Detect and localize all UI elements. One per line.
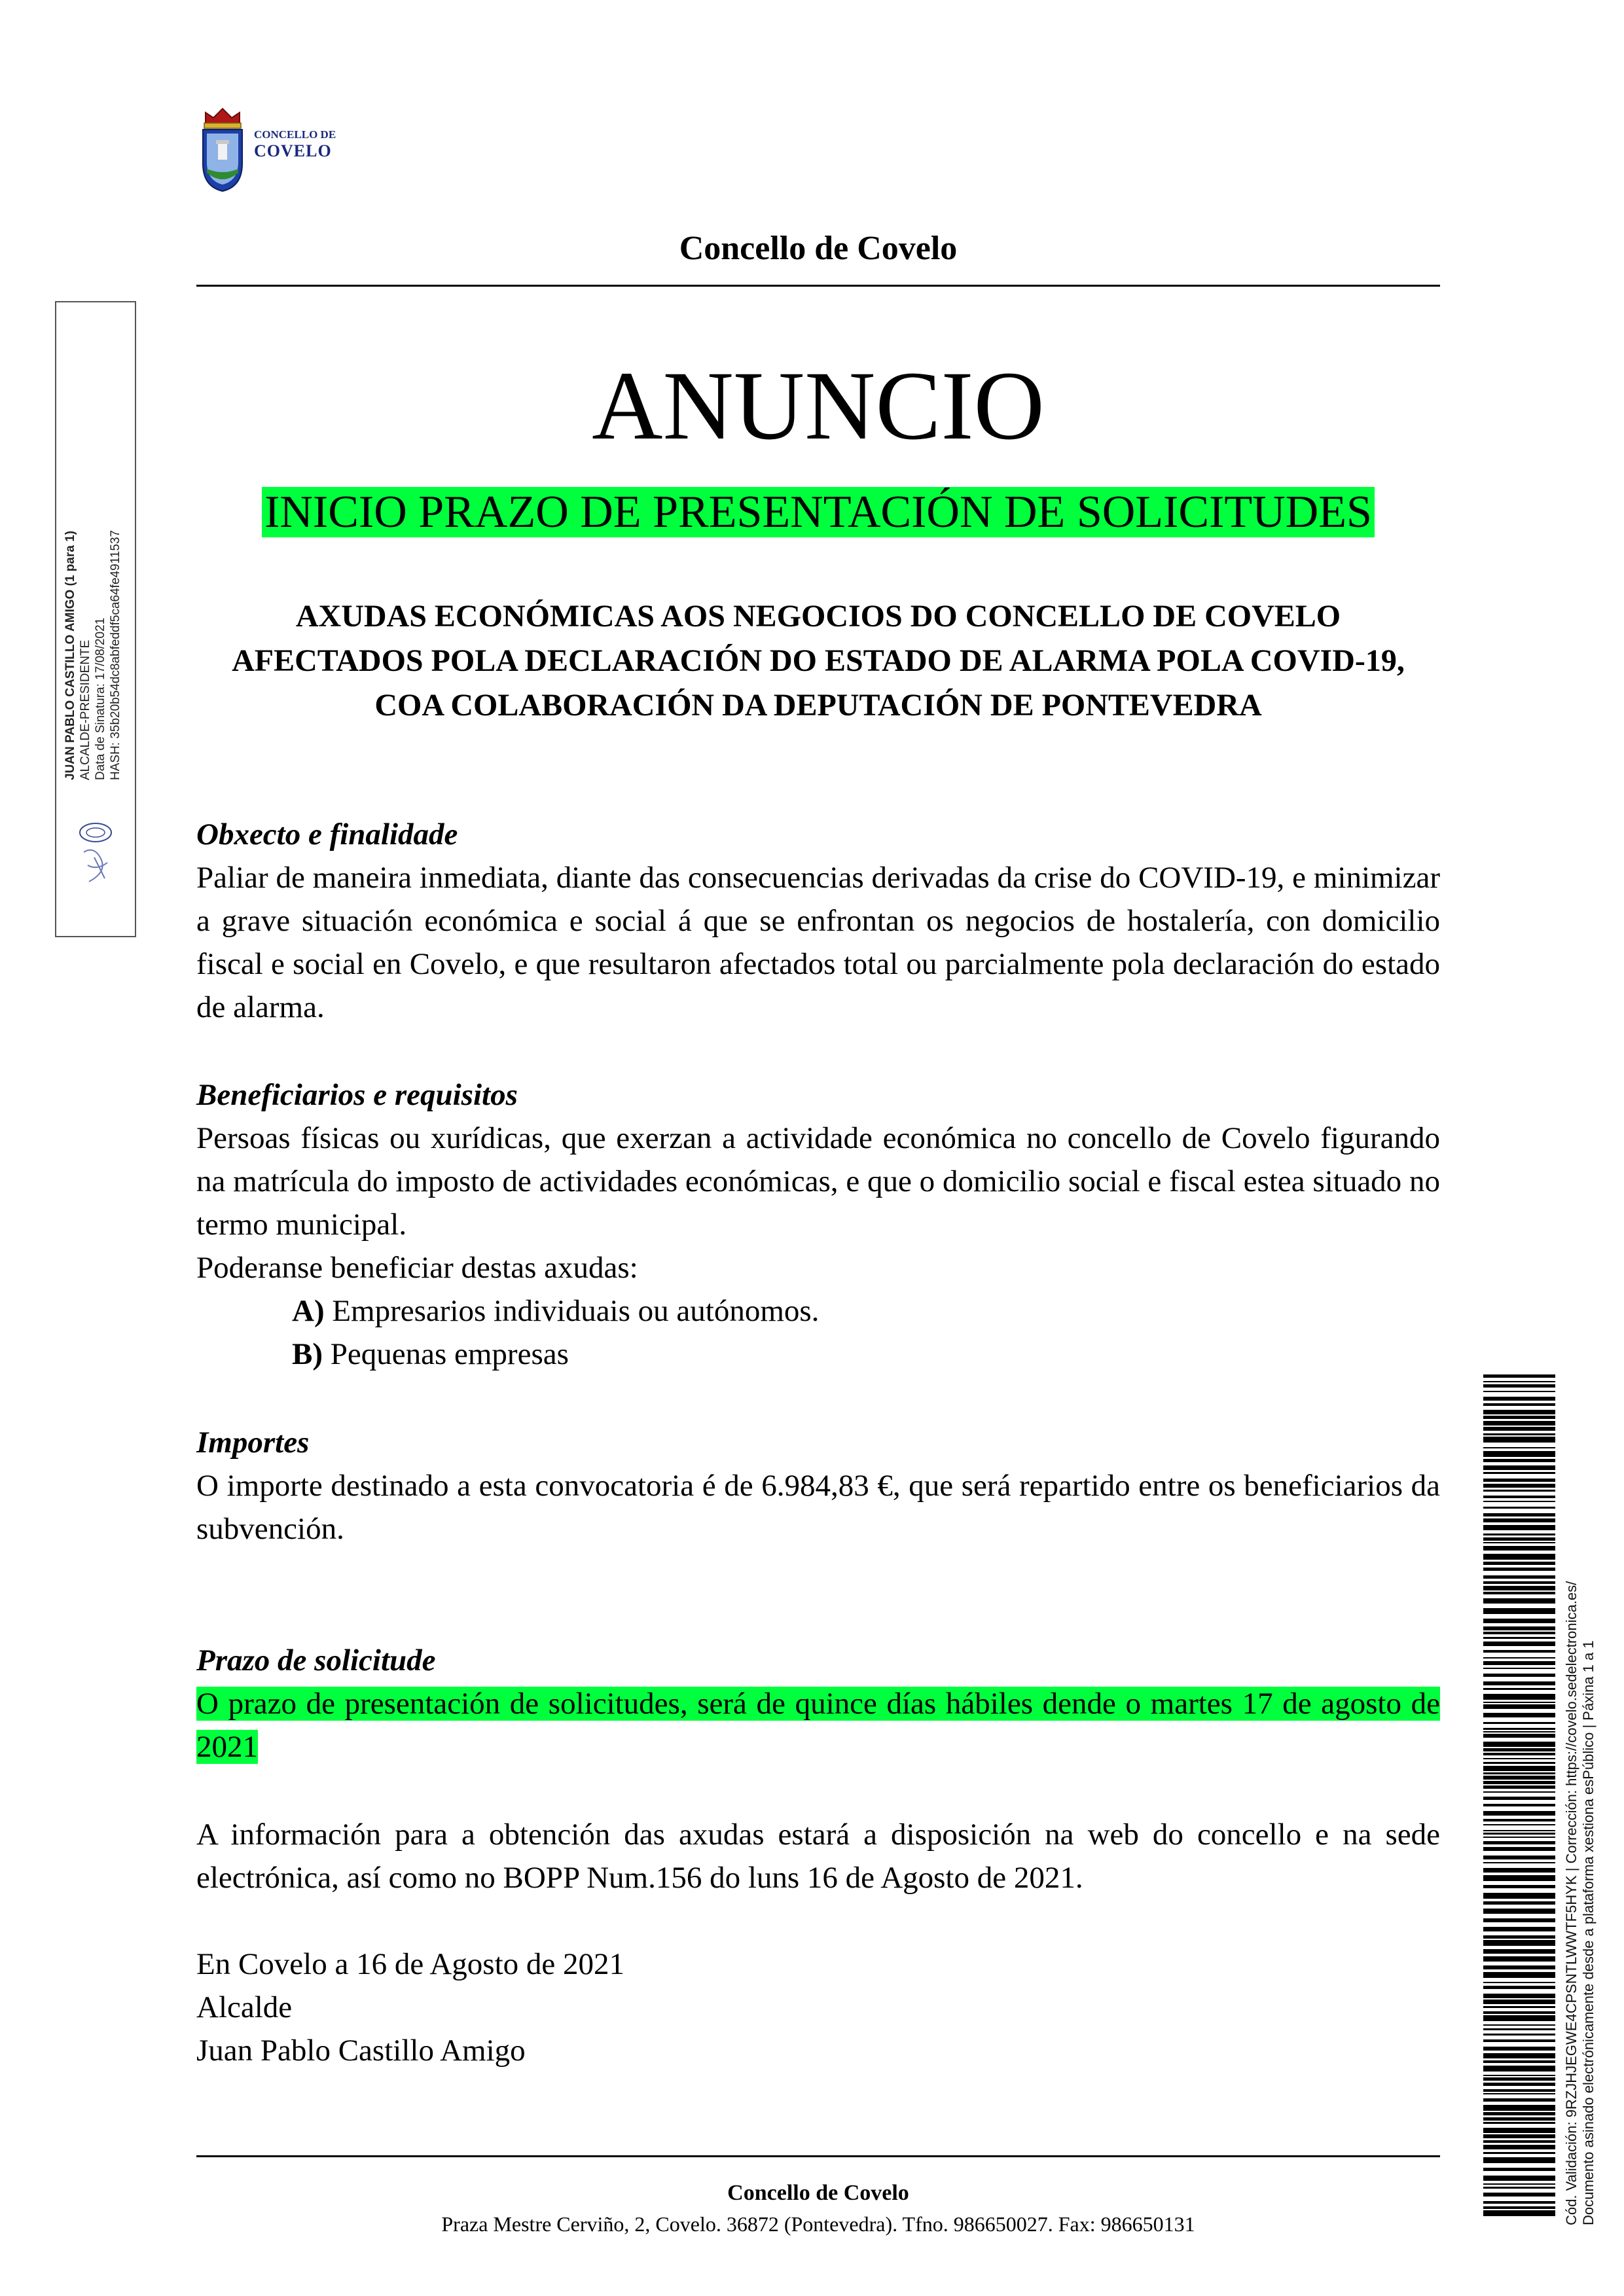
barcode-bar [1483, 1518, 1555, 1522]
barcode-bar [1483, 1472, 1555, 1474]
section-text: Paliar de maneira inmediata, diante das consecuencias derivadas da crise do COVID-19, e minimizar a grave situación económica e social á que se enfrontan os negocios de hostalería, con domicilio fiscal e social en Covelo, e que resultaron afectados total ou parcialmente pola declaración do estado de alarma. [196, 861, 1440, 1024]
barcode-bar [1483, 1734, 1555, 1738]
aid-heading-line: COA COLABORACIÓN DA DEPUTACIÓN DE PONTEVEDRA [374, 688, 1262, 723]
coat-of-arms-icon [196, 105, 249, 196]
deadline-highlight: O prazo de presentación de solicitudes, será de quince días hábiles dende o martes 17 de agosto de 2021 [196, 1687, 1440, 1764]
e-signature-signer: JUAN PABLO CASTILLO AMIGO (1 para 1) [63, 530, 77, 780]
barcode-bar [1483, 2201, 1555, 2204]
barcode-bar [1483, 2000, 1555, 2004]
barcode-bar [1483, 2098, 1555, 2102]
barcode-bar [1483, 1776, 1555, 1780]
section-text: Persoas físicas ou xurídicas, que exerzan a actividade económica no concello de Covelo figurando na matrícula do imposto de actividades económicas, e que o domicilio social e fiscal estea situado no termo municipal. [196, 1121, 1440, 1242]
barcode-bar [1483, 1762, 1555, 1764]
barcode-bar [1483, 1856, 1555, 1859]
barcode-bar [1483, 1381, 1555, 1382]
barcode-bar [1483, 1641, 1555, 1646]
barcode-bar [1483, 1513, 1555, 1516]
barcode-bar [1483, 2122, 1555, 2124]
barcode-bar [1483, 1490, 1555, 1492]
barcode-bar [1483, 2047, 1555, 2051]
barcode-bar [1483, 1608, 1555, 1614]
barcode-bar [1483, 1619, 1555, 1623]
barcode-bar [1483, 1384, 1555, 1388]
barcode-bar [1483, 1657, 1555, 1659]
barcode-bar [1483, 1479, 1555, 1482]
signature-block [196, 1943, 1440, 2072]
barcode-bar [1483, 1626, 1555, 1630]
barcode-bar [1483, 1982, 1555, 1983]
barcode-bar [1483, 1972, 1555, 1978]
barcode-bar [1483, 1748, 1555, 1751]
aid-heading [196, 594, 1440, 728]
barcode-bar [1483, 1568, 1555, 1571]
e-signature-hash: HASH: 35b20b54dc8abfeddf5ca64fe4911537 [109, 529, 122, 780]
barcode-bar [1483, 2060, 1555, 2063]
barcode-bar [1483, 1650, 1555, 1653]
barcode-bar [1483, 2134, 1555, 2138]
barcode-bar [1483, 1437, 1555, 1443]
barcode-bar [1483, 1901, 1555, 1905]
barcode-bar [1483, 1885, 1555, 1888]
barcode-bar [1483, 1819, 1555, 1821]
barcode-bar [1483, 1833, 1555, 1835]
barcode-bar [1483, 1484, 1555, 1488]
section-title: Prazo de solicitude [196, 1643, 436, 1677]
footer-address: Praza Mestre Cerviño, 2, Covelo. 36872 (Pontevedra). Tfno. 986650027. Fax: 986650131 [441, 2212, 1195, 2236]
barcode-bar [1483, 2075, 1555, 2076]
info-text: A información para a obtención das axudas estará a disposición na web do concello e na sede electrónica, así como no BOPP Num.156 do luns 16 de Agosto de 2021. [196, 1818, 1440, 1895]
barcode-bar [1483, 2206, 1555, 2209]
aid-heading-line: AXUDAS ECONÓMICAS AOS NEGOCIOS DO CONCELLO DE COVELO [295, 599, 1341, 634]
barcode-bar [1483, 1433, 1555, 1435]
barcode-bar [1483, 1830, 1555, 1831]
barcode-bar [1483, 1581, 1555, 1584]
barcode-bar [1483, 2053, 1555, 2058]
section-importes [196, 1421, 1440, 1551]
signer-role: Alcalde [196, 1990, 293, 2024]
barcode-bar [1483, 1713, 1555, 1717]
list-item-text: Pequenas empresas [330, 1337, 569, 1371]
barcode-bar [1483, 1868, 1555, 1873]
e-signature-text [63, 309, 123, 780]
seal-icon [75, 819, 117, 891]
barcode-bar [1483, 1986, 1555, 1989]
concello-logo [196, 105, 353, 196]
barcode-bar [1483, 2157, 1555, 2163]
barcode-bar [1483, 1427, 1555, 1431]
barcode-bar [1483, 1893, 1555, 1899]
section-title: Importes [196, 1426, 310, 1460]
signer-name: Juan Pablo Castillo Amigo [196, 2034, 526, 2068]
barcode-bar [1483, 1927, 1555, 1931]
barcode-bar [1483, 1465, 1555, 1470]
header-divider [196, 285, 1440, 287]
barcode-bar [1483, 2015, 1555, 2021]
barcode-bar [1483, 1403, 1555, 1406]
section-beneficiarios [196, 1073, 1440, 1376]
e-signature-box [55, 301, 136, 937]
barcode-bar [1483, 2168, 1555, 2171]
barcode-bar [1483, 1668, 1555, 1669]
barcode-bar [1483, 1949, 1555, 1954]
barcode-bar [1483, 1785, 1555, 1789]
validation-line-2: Documento asinado electrónicamente desde a plataforma xestiona esPúblico | Páxina 1 a 1 [1580, 1640, 1597, 2225]
barcode-bar [1483, 2117, 1555, 2121]
barcode-bar [1483, 2039, 1555, 2042]
barcode-bar [1483, 1994, 1555, 1998]
barcode-bar [1483, 2093, 1555, 2094]
barcode-bar [1483, 1598, 1555, 1604]
barcode-bar [1483, 1694, 1555, 1700]
document-title: ANUNCIO [592, 351, 1045, 460]
section-text: O importe destinado a esta convocatoria é de 6.984,83 €, que será repartido entre os beneficiarios da subvención. [196, 1469, 1440, 1546]
e-signature-date: Data de Sinatura: 17/08/2021 [94, 617, 107, 780]
barcode-bar [1483, 1791, 1555, 1793]
deadline-text [196, 1682, 1440, 1768]
barcode-bar [1483, 1722, 1555, 1724]
barcode-bar [1483, 1632, 1555, 1634]
barcode-bar [1483, 1731, 1555, 1732]
barcode-bar [1483, 2011, 1555, 2014]
barcode-bar [1483, 1862, 1555, 1863]
barcode-bar [1483, 1542, 1555, 1543]
barcode-bar [1483, 1804, 1555, 1806]
barcode-bar [1483, 1592, 1555, 1594]
barcode-bar [1483, 1416, 1555, 1419]
barcode-bar [1483, 1935, 1555, 1939]
barcode-bar [1483, 1772, 1555, 1774]
barcode-bar [1483, 1704, 1555, 1709]
barcode-bar [1483, 2089, 1555, 2092]
barcode-bar [1483, 1397, 1555, 1401]
barcode-bar [1483, 2210, 1555, 2216]
barcode-bar [1483, 1586, 1555, 1590]
barcode-bar [1483, 1537, 1555, 1541]
section-prazo [196, 1639, 1440, 1768]
list-item-letter: B) [292, 1337, 323, 1371]
list-item-text: Empresarios individuais ou autónomos. [332, 1294, 820, 1328]
barcode-bar [1483, 1688, 1555, 1690]
barcode-bar [1483, 1766, 1555, 1771]
barcode-bar [1483, 1459, 1555, 1462]
barcode-bar [1483, 1841, 1555, 1844]
section-obxecto [196, 813, 1440, 1029]
barcode-bar [1483, 1421, 1555, 1426]
barcode-bar [1483, 1501, 1555, 1502]
barcode-bar [1483, 1965, 1555, 1969]
barcode-bar [1483, 1681, 1555, 1685]
barcode-bar [1483, 2187, 1555, 2189]
logo-line-2: COVELO [254, 141, 332, 160]
barcode-bar [1483, 1811, 1555, 1816]
barcode-bar [1483, 1875, 1555, 1881]
section-title: Beneficiarios e requisitos [196, 1078, 518, 1112]
barcode-bar [1483, 2193, 1555, 2197]
place-date: En Covelo a 16 de Agosto de 2021 [196, 1947, 625, 1981]
barcode-bar [1483, 2112, 1555, 2115]
barcode-bar [1483, 2077, 1555, 2081]
barcode-bar [1483, 2034, 1555, 2036]
barcode-bar [1483, 1702, 1555, 1703]
section-title: Obxecto e finalidade [196, 817, 458, 852]
barcode-bar [1483, 1451, 1555, 1457]
barcode-bar [1483, 2152, 1555, 2154]
barcode-bar [1483, 1637, 1555, 1639]
barcode-bar [1483, 2028, 1555, 2030]
barcode-bar [1483, 2140, 1555, 2143]
barcode-bar [1483, 1575, 1555, 1579]
barcode-bar [1483, 1797, 1555, 1800]
barcode-bar [1483, 1909, 1555, 1914]
barcode-bar [1483, 1507, 1555, 1509]
footer-divider [196, 2155, 1440, 2157]
barcode-bar [1483, 1534, 1555, 1535]
barcode-bar [1483, 2006, 1555, 2008]
validation-text [1563, 1309, 1597, 2225]
e-signature-role: ALCALDE-PRESIDENTE [79, 639, 92, 780]
logo-line-1: CONCELLO DE [254, 128, 336, 141]
barcode-bar [1483, 1546, 1555, 1551]
barcode-bar [1483, 1847, 1555, 1851]
barcode-bar [1483, 2145, 1555, 2149]
barcode-bar [1483, 1661, 1555, 1665]
barcode-bar [1483, 1940, 1555, 1946]
validation-line-1: Cód. Validación: 9RZJHJEGWE4CPSNTLWWTF5HYK | Corrección: https://covelo.sedelectronica.es/ [1563, 1581, 1579, 2225]
beneficiaries-intro: Poderanse beneficiar destas axudas: [196, 1251, 638, 1285]
barcode-bar [1483, 2083, 1555, 2086]
barcode-bar [1483, 1758, 1555, 1759]
barcode-bar [1483, 2105, 1555, 2111]
barcode-bar [1483, 2183, 1555, 2185]
barcode-bar [1483, 1837, 1555, 1838]
document-subtitle: INICIO PRAZO DE PRESENTACIÓN DE SOLICITUDES [262, 487, 1375, 537]
barcode-bar [1483, 1447, 1555, 1448]
barcode-bar [1483, 1562, 1555, 1565]
list-item-letter: A) [292, 1294, 325, 1328]
barcode-bar [1483, 1391, 1555, 1392]
barcode-bar [1483, 2024, 1555, 2026]
barcode-bar [1483, 1918, 1555, 1922]
barcode-bar [1483, 1674, 1555, 1677]
section-info [196, 1813, 1440, 1899]
barcode-bar [1483, 1742, 1555, 1747]
barcode-bar [1483, 2066, 1555, 2072]
barcode-bar [1483, 1728, 1555, 1730]
barcode-bar [1483, 2128, 1555, 2133]
list-item [196, 1333, 1440, 1376]
aid-heading-line: AFECTADOS POLA DECLARACIÓN DO ESTADO DE ALARMA POLA COVID-19, [232, 643, 1405, 678]
barcode-bar [1483, 1374, 1555, 1378]
barcode-bar [1483, 1525, 1555, 1530]
page-header-title: Concello de Covelo [679, 230, 958, 267]
barcode-bar [1483, 2176, 1555, 2181]
barcode-bar [1483, 1554, 1555, 1560]
subtitle-block [196, 486, 1440, 539]
list-item [196, 1289, 1440, 1333]
barcode-bar [1483, 1824, 1555, 1825]
barcode-icon [1483, 1374, 1555, 2219]
barcode-bar [1483, 1410, 1555, 1414]
footer-name: Concello de Covelo [727, 2181, 909, 2205]
barcode-bar [1483, 1753, 1555, 1755]
barcode-bar [1483, 1496, 1555, 1498]
barcode-bar [1483, 1781, 1555, 1784]
barcode-bar [1483, 1956, 1555, 1962]
